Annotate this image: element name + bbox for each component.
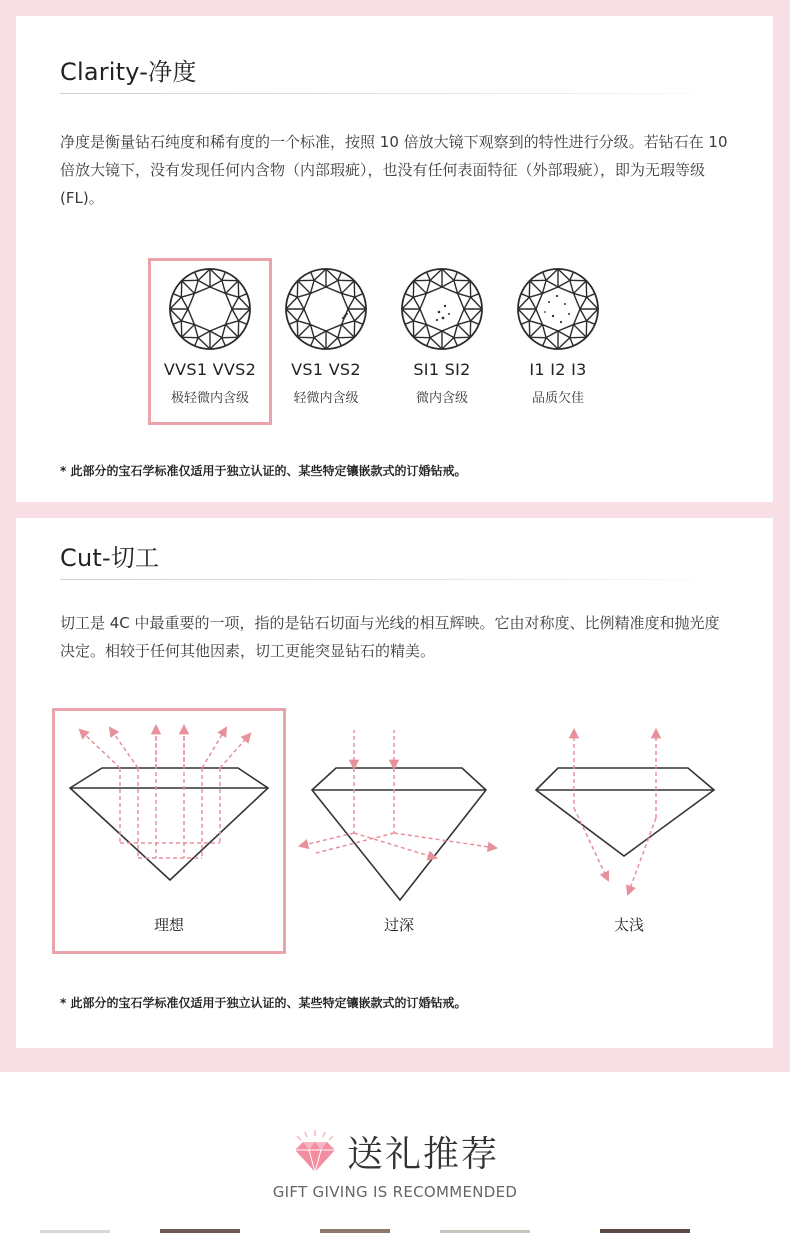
cut-card: [16, 518, 773, 1048]
clarity-item-i: [494, 266, 622, 406]
shallow-cut-diamond-icon: [536, 730, 714, 894]
gift-title-text: 送礼推荐: [347, 1134, 499, 1175]
cut-description: 切工是 4C 中最重要的一项，指的是钻石切面与光线的相互辉映。它由对称度、比例精准度和抛光度决定。相较于任何其他因素，切工更能突显钻石的精美。: [60, 609, 730, 665]
diamond-top-icon: [515, 266, 601, 352]
diamond-top-icon: [167, 266, 253, 352]
product-image-strip: [0, 1218, 790, 1223]
deep-cut-diamond-icon: [300, 730, 496, 900]
ideal-cut-diamond-icon: [70, 726, 268, 880]
gift-section-subtitle: GIFT GIVING IS RECOMMENDED: [0, 1183, 790, 1201]
clarity-grade: VS1 VS2: [262, 360, 390, 379]
clarity-grade: SI1 SI2: [378, 360, 506, 379]
diamond-gem-icon: [291, 1130, 339, 1174]
clarity-footnote: * 此部分的宝石学标准仅适用于独立认证的、某些特定镶嵌款式的订婚钻戒。: [60, 462, 466, 479]
clarity-grade: I1 I2 I3: [494, 360, 622, 379]
clarity-description: 净度是衡量钻石纯度和稀有度的一个标准，按照 10 倍放大镜下观察到的特性进行分级。若钻石在 10 倍放大镜下，没有发现任何内含物（内部瑕疵），也没有任何表面特征（外部瑕疵），即为无瑕等级 (FL)。: [60, 128, 730, 212]
clarity-item-vs: [262, 266, 390, 406]
clarity-title: Clarity-净度: [60, 52, 197, 87]
cut-title: Cut-切工: [60, 538, 159, 573]
clarity-grade: VVS1 VVS2: [146, 360, 274, 379]
clarity-grade-desc: 微内含级: [378, 387, 506, 406]
cut-diagrams: [16, 518, 773, 1048]
cut-footnote: * 此部分的宝石学标准仅适用于独立认证的、某些特定镶嵌款式的订婚钻戒。: [60, 994, 466, 1011]
cut-label-shallow: 太浅: [579, 914, 679, 935]
diamond-top-icon: [399, 266, 485, 352]
clarity-grade-desc: 品质欠佳: [494, 387, 622, 406]
cut-label-deep: 过深: [349, 914, 449, 935]
cut-label-ideal: 理想: [119, 914, 219, 935]
gift-section-title: [0, 1126, 790, 1177]
clarity-divider: [60, 93, 726, 94]
clarity-card: [16, 16, 773, 502]
diamond-top-icon: [283, 266, 369, 352]
clarity-grade-desc: 轻微内含级: [262, 387, 390, 406]
clarity-item-si: [378, 266, 506, 406]
clarity-grade-desc: 极轻微内含级: [146, 387, 274, 406]
clarity-item-vvs: [146, 266, 274, 406]
